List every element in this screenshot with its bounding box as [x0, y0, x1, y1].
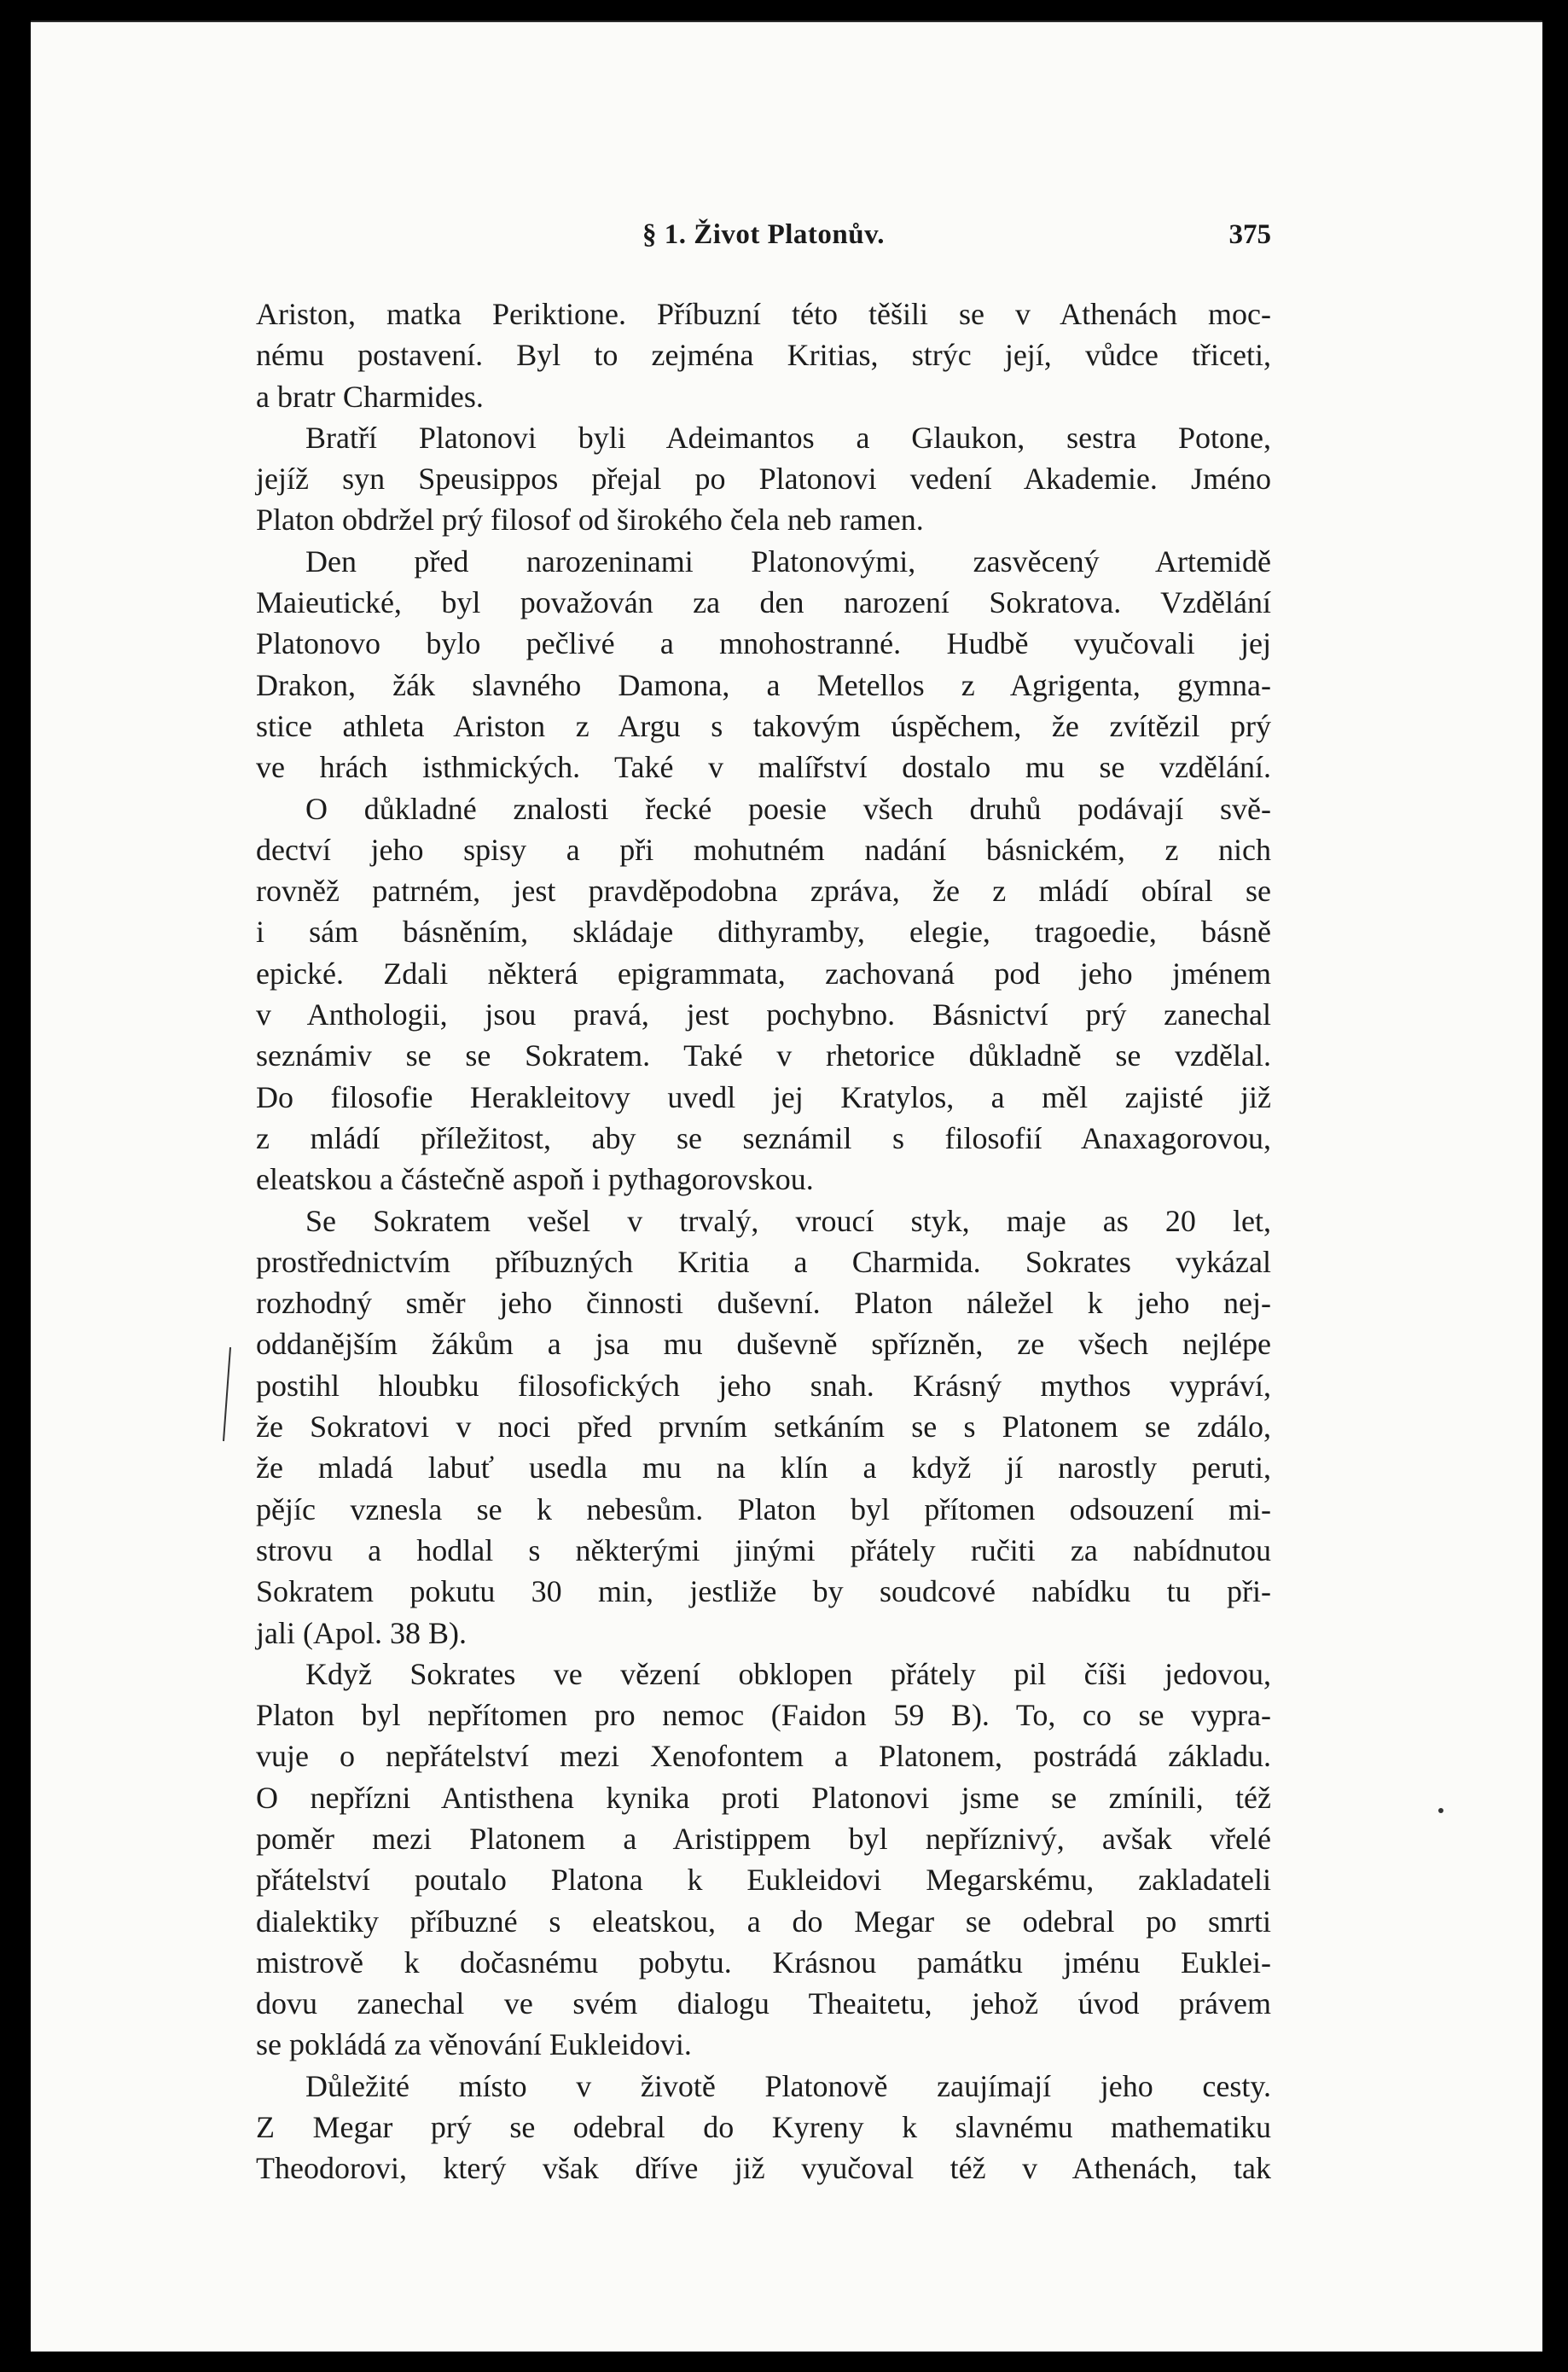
text-line: z mládí příležitost, aby se seznámil s filosofií Anaxagorovou, [256, 1120, 1271, 1155]
text-line: Ariston, matka Periktione. Příbuzní této těšili se v Athenách moc- [256, 297, 1271, 331]
text-line: O důkladné znalosti řecké poesie všech druhů podávají svě- [305, 791, 1271, 826]
text-line: mistrově k dočasnému pobytu. Krásnou památku jménu Euklei- [256, 1945, 1271, 1980]
body-text [256, 294, 1271, 2189]
scan-edge [31, 20, 1542, 22]
text-line: dectví jeho spisy a při mohutném nadání básnickém, z nich [256, 832, 1271, 867]
book-page [31, 20, 1542, 2352]
text-line: Platonovo bylo pečlivé a mnohostranné. Hudbě vyučovali jej [256, 626, 1271, 661]
text-line: dialektiky příbuzné s eleatskou, a do Megar se odebral po smrti [256, 1904, 1271, 1939]
text-line: ve hrách isthmických. Také v malířství dostalo mu se vzdělání. [256, 750, 1271, 785]
ink-speck [1438, 1808, 1443, 1813]
text-line: Když Sokrates ve vězení obklopen přátely pil číši jedovou, [305, 1656, 1271, 1691]
text-line: stice athleta Ariston z Argu s takovým úspěchem, že zvítězil prý [256, 708, 1271, 743]
text-line: vuje o nepřátelství mezi Xenofontem a Platonem, postrádá základu. [256, 1739, 1271, 1774]
text-line: Theodorovi, který však dříve již vyučoval též v Athenách, tak [256, 2151, 1271, 2186]
text-line: se pokládá za věnování Eukleidovi. [256, 2027, 692, 2062]
text-line: epické. Zdali některá epigrammata, zachovaná pod jeho jménem [256, 956, 1271, 991]
text-line: eleatskou a částečně aspoň i pythagorovskou. [256, 1162, 814, 1197]
text-line: Do filosofie Herakleitovy uvedl jej Kratylos, a měl zajisté již [256, 1079, 1271, 1114]
text-line: že mladá labuť usedla mu na klín a když jí narostly peruti, [256, 1451, 1271, 1485]
page-number: 375 [1228, 219, 1271, 250]
text-line: prostřednictvím příbuzných Kritia a Charmida. Sokrates vykázal [256, 1244, 1271, 1279]
text-line: Drakon, žák slavného Damona, a Metellos z Agrigenta, gymna- [256, 667, 1271, 702]
text-line: strovu a hodlal s některými jinými přátely ručiti za nabídnutou [256, 1532, 1271, 1567]
page-header [256, 212, 1271, 264]
text-line: Sokratem pokutu 30 min, jestliže by soudcové nabídku tu při- [256, 1574, 1271, 1609]
margin-pencil-mark [220, 1347, 235, 1450]
text-line: nému postavení. Byl to zejména Kritias, strýc její, vůdce třiceti, [256, 338, 1271, 373]
text-line: jejíž syn Speusippos přejal po Platonovi vedení Akademie. Jméno [256, 462, 1271, 497]
text-line: rovněž patrném, jest pravděpodobna zpráva, že z mládí obíral se [256, 874, 1271, 909]
text-line: Den před narozeninami Platonovými, zasvěcený Artemidě [305, 544, 1271, 578]
text-line: Platon byl nepřítomen pro nemoc (Faidon 59 B). To, co se vypra- [256, 1698, 1271, 1733]
text-line: Se Sokratem vešel v trvalý, vroucí styk, maje as 20 let, [305, 1203, 1271, 1238]
text-line: seznámiv se se Sokratem. Také v rhetorice důkladně se vzdělal. [256, 1038, 1271, 1073]
text-line: oddanějším žákům a jsa mu duševně spřízněn, ze všech nejlépe [256, 1327, 1271, 1362]
text-line: v Anthologii, jsou pravá, jest pochybno. Básnictví prý zanechal [256, 997, 1271, 1032]
text-line: i sám básněním, skládaje dithyramby, elegie, tragoedie, básně [256, 915, 1271, 950]
text-line: Z Megar prý se odebral do Kyreny k slavnému mathematiku [256, 2110, 1271, 2145]
running-head: § 1. Život Platonův. [642, 219, 886, 250]
text-line: rozhodný směr jeho činnosti duševní. Platon náležel k jeho nej- [256, 1286, 1271, 1321]
text-line: Platon obdržel prý filosof od širokého čela neb ramen. [256, 503, 924, 538]
text-line: Bratří Platonovi byli Adeimantos a Glaukon, sestra Potone, [305, 420, 1271, 455]
text-line: pějíc vznesla se k nebesům. Platon byl přítomen odsouzení mi- [256, 1491, 1271, 1526]
text-line: Důležité místo v životě Platonově zaujímají jeho cesty. [305, 2068, 1271, 2103]
text-line: O nepřízni Antisthena kynika proti Platonovi jsme se zmínili, též [256, 1780, 1271, 1815]
text-line: že Sokratovi v noci před prvním setkáním se s Platonem se zdálo, [256, 1410, 1271, 1445]
text-line: Maieutické, byl považován za den narození Sokratova. Vzdělání [256, 585, 1271, 620]
text-line: a bratr Charmides. [256, 379, 484, 414]
text-line: dovu zanechal ve svém dialogu Theaitetu, jehož úvod právem [256, 1986, 1271, 2021]
text-line: jali (Apol. 38 B). [256, 1615, 467, 1650]
text-line: přátelství poutalo Platona k Eukleidovi Megarskému, zakladateli [256, 1863, 1271, 1898]
text-line: poměr mezi Platonem a Aristippem byl nepříznivý, avšak vřelé [256, 1821, 1271, 1856]
text-line: postihl hloubku filosofických jeho snah. Krásný mythos vypráví, [256, 1368, 1271, 1403]
